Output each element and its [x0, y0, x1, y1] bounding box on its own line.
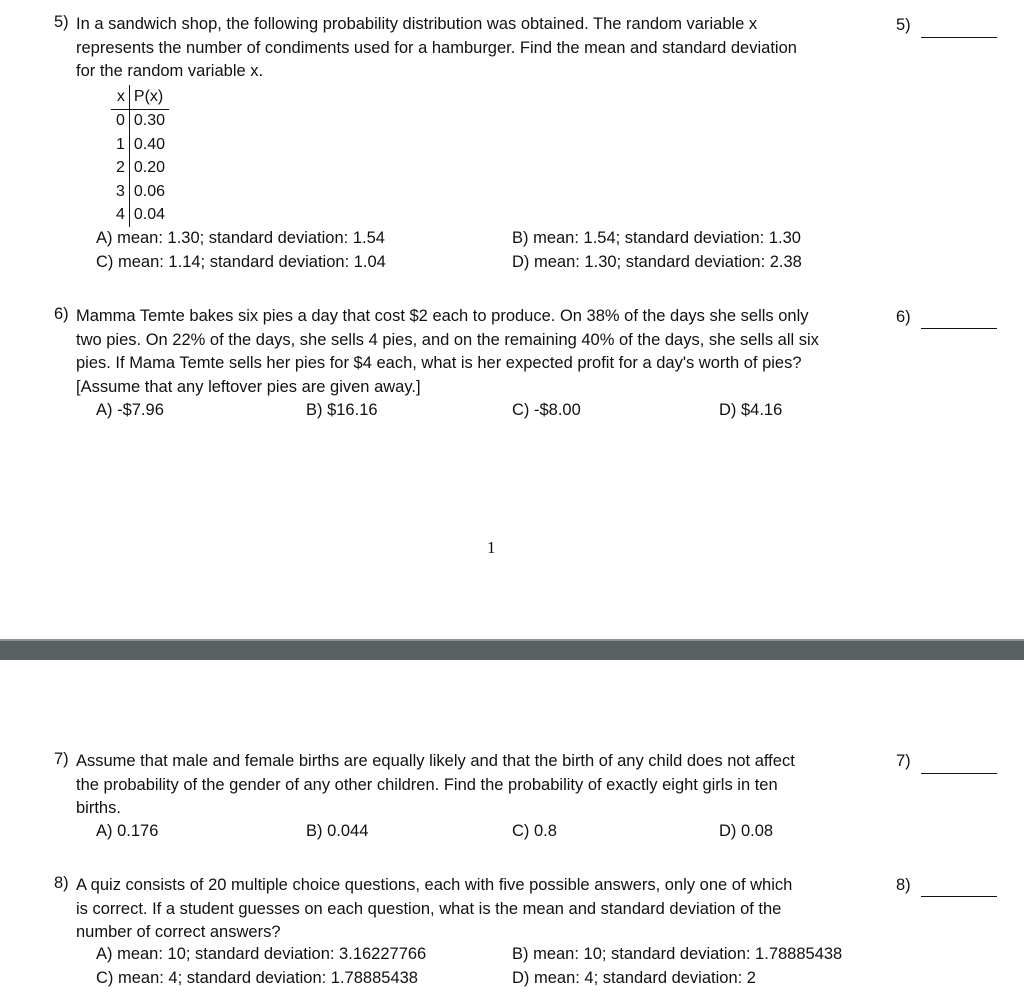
question-7-text	[76, 750, 795, 821]
question-6-choice-c[interactable]: C) -$8.00	[512, 401, 581, 419]
table-header-row	[111, 85, 169, 109]
question-5-line-2: represents the number of condiments used for a hamburger. Find the mean and standard deviation	[76, 38, 797, 57]
question-6-line-2: two pies. On 22% of the days, she sells 4 pies, and on the remaining 40% of the days, she sells all six	[76, 330, 819, 349]
question-7-line-1: Assume that male and female births are equally likely and that the birth of any child does not affect	[76, 752, 795, 770]
table-cell-px: 0.06	[133, 182, 166, 200]
question-5-answer-blank[interactable]	[921, 37, 997, 38]
table-cell-px: 0.20	[133, 159, 166, 177]
question-6-number: 6)	[54, 305, 69, 323]
question-7-choice-d[interactable]: D) 0.08	[719, 822, 774, 840]
question-5-choice-b[interactable]: B) mean: 1.54; standard deviation: 1.30	[512, 229, 801, 247]
table-cell-px: 0.04	[133, 206, 166, 224]
question-5-side-number: 5)	[896, 16, 911, 34]
question-6-text	[76, 305, 819, 399]
question-7-choice-b[interactable]: B) 0.044	[306, 822, 369, 840]
question-6-line-3: pies. If Mama Temte sells her pies for $4 each, what is her expected profit for a day's worth of pies?	[76, 354, 802, 372]
table-row	[111, 133, 169, 157]
table-row	[111, 204, 169, 228]
question-7-line-3: births.	[76, 799, 121, 817]
question-6-line-1: Mamma Temte bakes six pies a day that cost $2 each to produce. On 38% of the days she sells only	[76, 307, 809, 325]
question-8-line-3: number of correct answers?	[76, 923, 281, 941]
question-6-choice-d[interactable]: D) $4.16	[719, 401, 783, 419]
question-8-choice-a[interactable]: A) mean: 10; standard deviation: 3.16227766	[96, 945, 427, 963]
question-6-choice-a[interactable]: A) -$7.96	[96, 401, 164, 419]
question-5-choice-a[interactable]: A) mean: 1.30; standard deviation: 1.54	[96, 229, 385, 247]
probability-distribution-table	[111, 85, 169, 227]
question-8-text	[76, 874, 792, 945]
question-7-choice-c[interactable]: C) 0.8	[512, 822, 557, 840]
question-5-number: 5)	[54, 13, 69, 31]
question-7-answer-blank[interactable]	[921, 773, 997, 774]
page-break-divider	[0, 641, 1024, 660]
question-8-line-1: A quiz consists of 20 multiple choice questions, each with five possible answers, only one of which	[76, 876, 793, 894]
table-cell-x: 2	[111, 157, 129, 181]
question-7-choice-a[interactable]: A) 0.176	[96, 822, 159, 840]
question-8-choice-b[interactable]: B) mean: 10; standard deviation: 1.78885438	[512, 945, 843, 963]
question-6-choice-b[interactable]: B) $16.16	[306, 401, 378, 419]
question-7-side-number: 7)	[896, 752, 911, 770]
question-5-line-1: In a sandwich shop, the following probability distribution was obtained. The random variable x	[76, 15, 758, 33]
question-5-choice-d[interactable]: D) mean: 1.30; standard deviation: 2.38	[512, 253, 802, 271]
table-header-x: x	[111, 85, 129, 109]
table-cell-px: 0.40	[133, 135, 166, 153]
table-row	[111, 157, 169, 181]
table-cell-x: 1	[111, 133, 129, 157]
question-6-side-number: 6)	[896, 308, 911, 326]
question-5-choice-c[interactable]: C) mean: 1.14; standard deviation: 1.04	[96, 253, 386, 271]
page-number: 1	[487, 538, 496, 557]
question-8-number: 8)	[54, 874, 69, 892]
table-cell-x: 4	[111, 204, 129, 228]
question-8-choice-d[interactable]: D) mean: 4; standard deviation: 2	[512, 969, 756, 987]
table-cell-x: 0	[111, 109, 129, 133]
question-8-answer-blank[interactable]	[921, 896, 997, 897]
question-8-side-number: 8)	[896, 876, 911, 894]
question-7-line-2: the probability of the gender of any other children. Find the probability of exactly eight girls in ten	[76, 775, 778, 794]
question-7-number: 7)	[54, 750, 69, 768]
table-cell-px: 0.30	[133, 112, 166, 130]
question-5-line-3: for the random variable x.	[76, 62, 264, 80]
question-6-answer-blank[interactable]	[921, 328, 997, 329]
question-8-line-2: is correct. If a student guesses on each question, what is the mean and standard deviation of the	[76, 899, 782, 918]
question-8-choice-c[interactable]: C) mean: 4; standard deviation: 1.78885438	[96, 969, 418, 987]
question-5-text	[76, 13, 797, 84]
table-header-px: P(x)	[129, 85, 169, 109]
question-6-line-4: [Assume that any leftover pies are given away.]	[76, 377, 421, 396]
table-row	[111, 109, 169, 133]
table-cell-x: 3	[111, 180, 129, 204]
table-row	[111, 180, 169, 204]
